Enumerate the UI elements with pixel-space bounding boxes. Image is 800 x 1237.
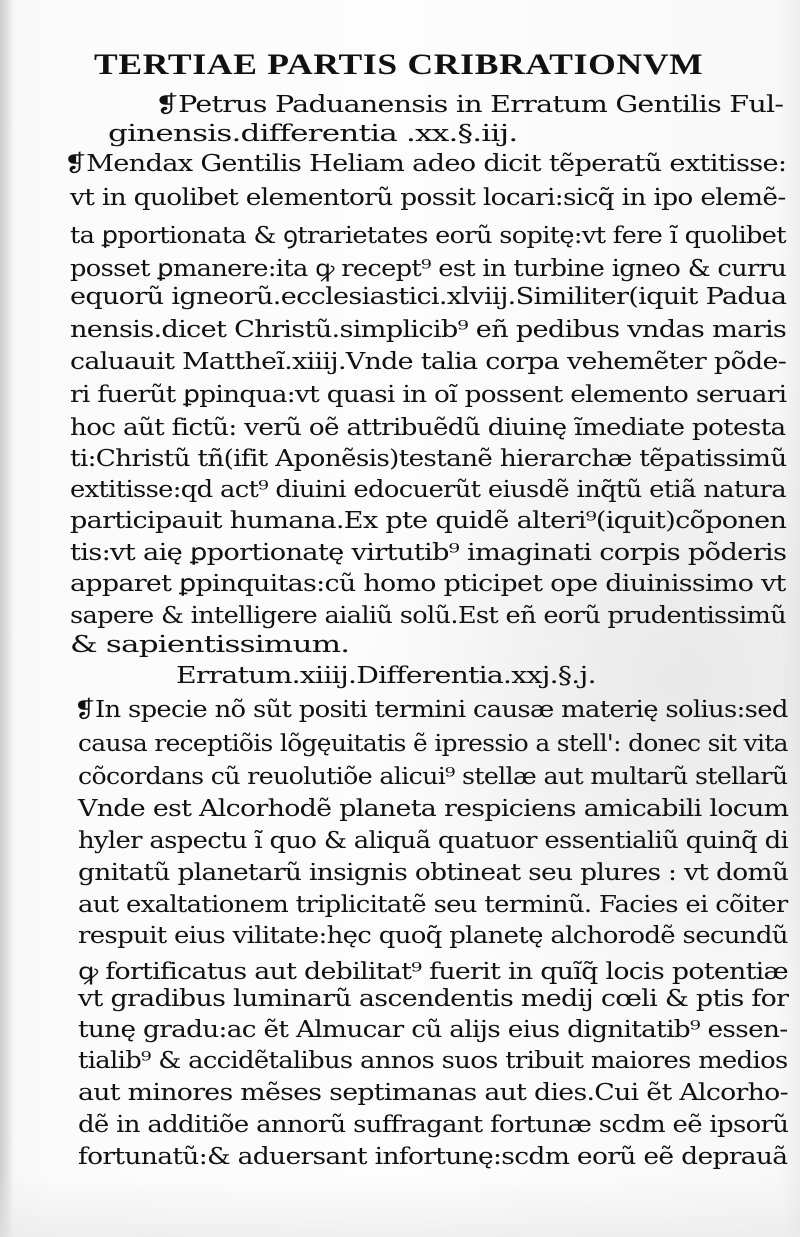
text-line-28: ꝙ fortificatus aut debilitat⁹ fuerit in quĩq̃ locis potentiæ [78, 959, 789, 985]
text-line-23: Vnde est Alcorhodẽ planeta respiciens amicabili locum [78, 796, 789, 822]
text-line-22: cõcordans cũ reuolutiõe alicui⁹ stellæ aut multarũ stellarũ [78, 764, 788, 790]
text-line-30: tunę gradu:ac ẽt Almucar cũ alijs eius dignitatib⁹ essen‑ [78, 1017, 788, 1043]
text-line-3: ❡Mendax Gentilis Heliam adeo dicit tẽperatũ extitisse: [64, 151, 787, 177]
text-line-1: ❡Petrus Paduanensis in Erratum Gentilis Ful‑ [155, 92, 784, 118]
text-line-33: dẽ in additiõe annorũ suffragant fortunæ scdm eẽ ipsorũ [78, 1112, 789, 1138]
text-line-16: apparet ꝑpinquitas:cũ homo pticipet ope diuinissimo vt [70, 571, 786, 597]
text-line-34: fortunatũ:& aduersant infortunę:scdm eorũ eẽ deprauã [78, 1144, 788, 1170]
text-line-6: posset ꝑmanere:ita ꝙ recept⁹ est in turbine igneo & curru [70, 256, 787, 282]
page-bottom-shade [0, 1177, 800, 1237]
text-line-2: ginensis.differentia .xx.§.iij. [108, 121, 518, 147]
text-line-29: vt gradibus luminarũ ascendentis medij cœli & ptis for [78, 986, 789, 1012]
text-line-4: vt in quolibet elementorũ possit locari:sicq̃ in ipo elemẽ‑ [70, 185, 786, 211]
text-line-14: participauit humana.Ex pte quidẽ alteri⁹(iquit)cõponen [70, 508, 787, 534]
text-line-10: ri fuerũt ꝑpinqua:vt quasi in oĩ possent elemento seruari [70, 382, 787, 408]
text-line-5: ta ꝑportionata & ꝯtrarietates eorũ sopitę:vt fere ĩ quolibet [70, 223, 786, 249]
running-heading: TERTIAE PARTIS CRIBRATIONVM [94, 48, 704, 81]
text-line-17: sapere & intelligere aialiũ solũ.Est eñ eorũ prudentissimũ [70, 603, 787, 629]
text-line-20: ❡In specie nõ sũt positi termini causæ materię solius:sed [74, 697, 788, 723]
text-line-15: tis:vt aię ꝑportionatę virtutib⁹ imaginati corpis põderis [70, 540, 787, 566]
text-line-8: nensis.dicet Christũ.simplicib⁹ eñ pedibus vndas maris [70, 317, 787, 343]
text-line-25: gnitatũ planetarũ insignis obtineat seu plures : vt domũ [78, 860, 789, 886]
text-line-9: caluauit Mattheĩ.xiiij.Vnde talia corpa vehemẽter põde‑ [70, 349, 787, 375]
text-line-18: & sapientissimum. [70, 632, 350, 658]
text-line-32: aut minores mẽses septimanas aut dies.Cui ẽt Alcorho‑ [78, 1080, 788, 1106]
text-line-24: hyler aspectu ĩ quo & aliquã quatuor essentialiũ quinq̃ di [78, 828, 789, 854]
text-line-11: hoc aũt fictũ: verũ oẽ attribuẽdũ diuinę ĩmediate potesta [70, 415, 786, 441]
text-line-21: causa receptiõis lõgęuitatis ẽ ipressio a stell': donec sit vita [78, 731, 788, 757]
text-line-12: ti:Christũ tñ(ifit Aponẽsis)testanẽ hierarchæ tẽpatissimũ [70, 446, 787, 472]
text-line-13: extitisse:qd act⁹ diuini edocuerũt eiusdẽ inq̃tũ etiã natura [70, 477, 786, 503]
text-line-7: equorũ igneorũ.ecclesiastici.xlviij.Similiter(iquit Padua [70, 284, 787, 310]
section-heading-erratum: Erratum.xiiij.Differentia.xxj.§.j. [176, 663, 596, 689]
text-line-31: tialib⁹ & accidẽtalibus annos suos tribuit maiores medios [78, 1048, 788, 1074]
text-line-26: aut exaltationem triplicitatẽ seu terminũ. Facies ei cõiter [78, 892, 788, 918]
text-line-27: respuit eius vilitate:hęc quoq̃ planetę alchorodẽ secundũ [78, 923, 788, 949]
